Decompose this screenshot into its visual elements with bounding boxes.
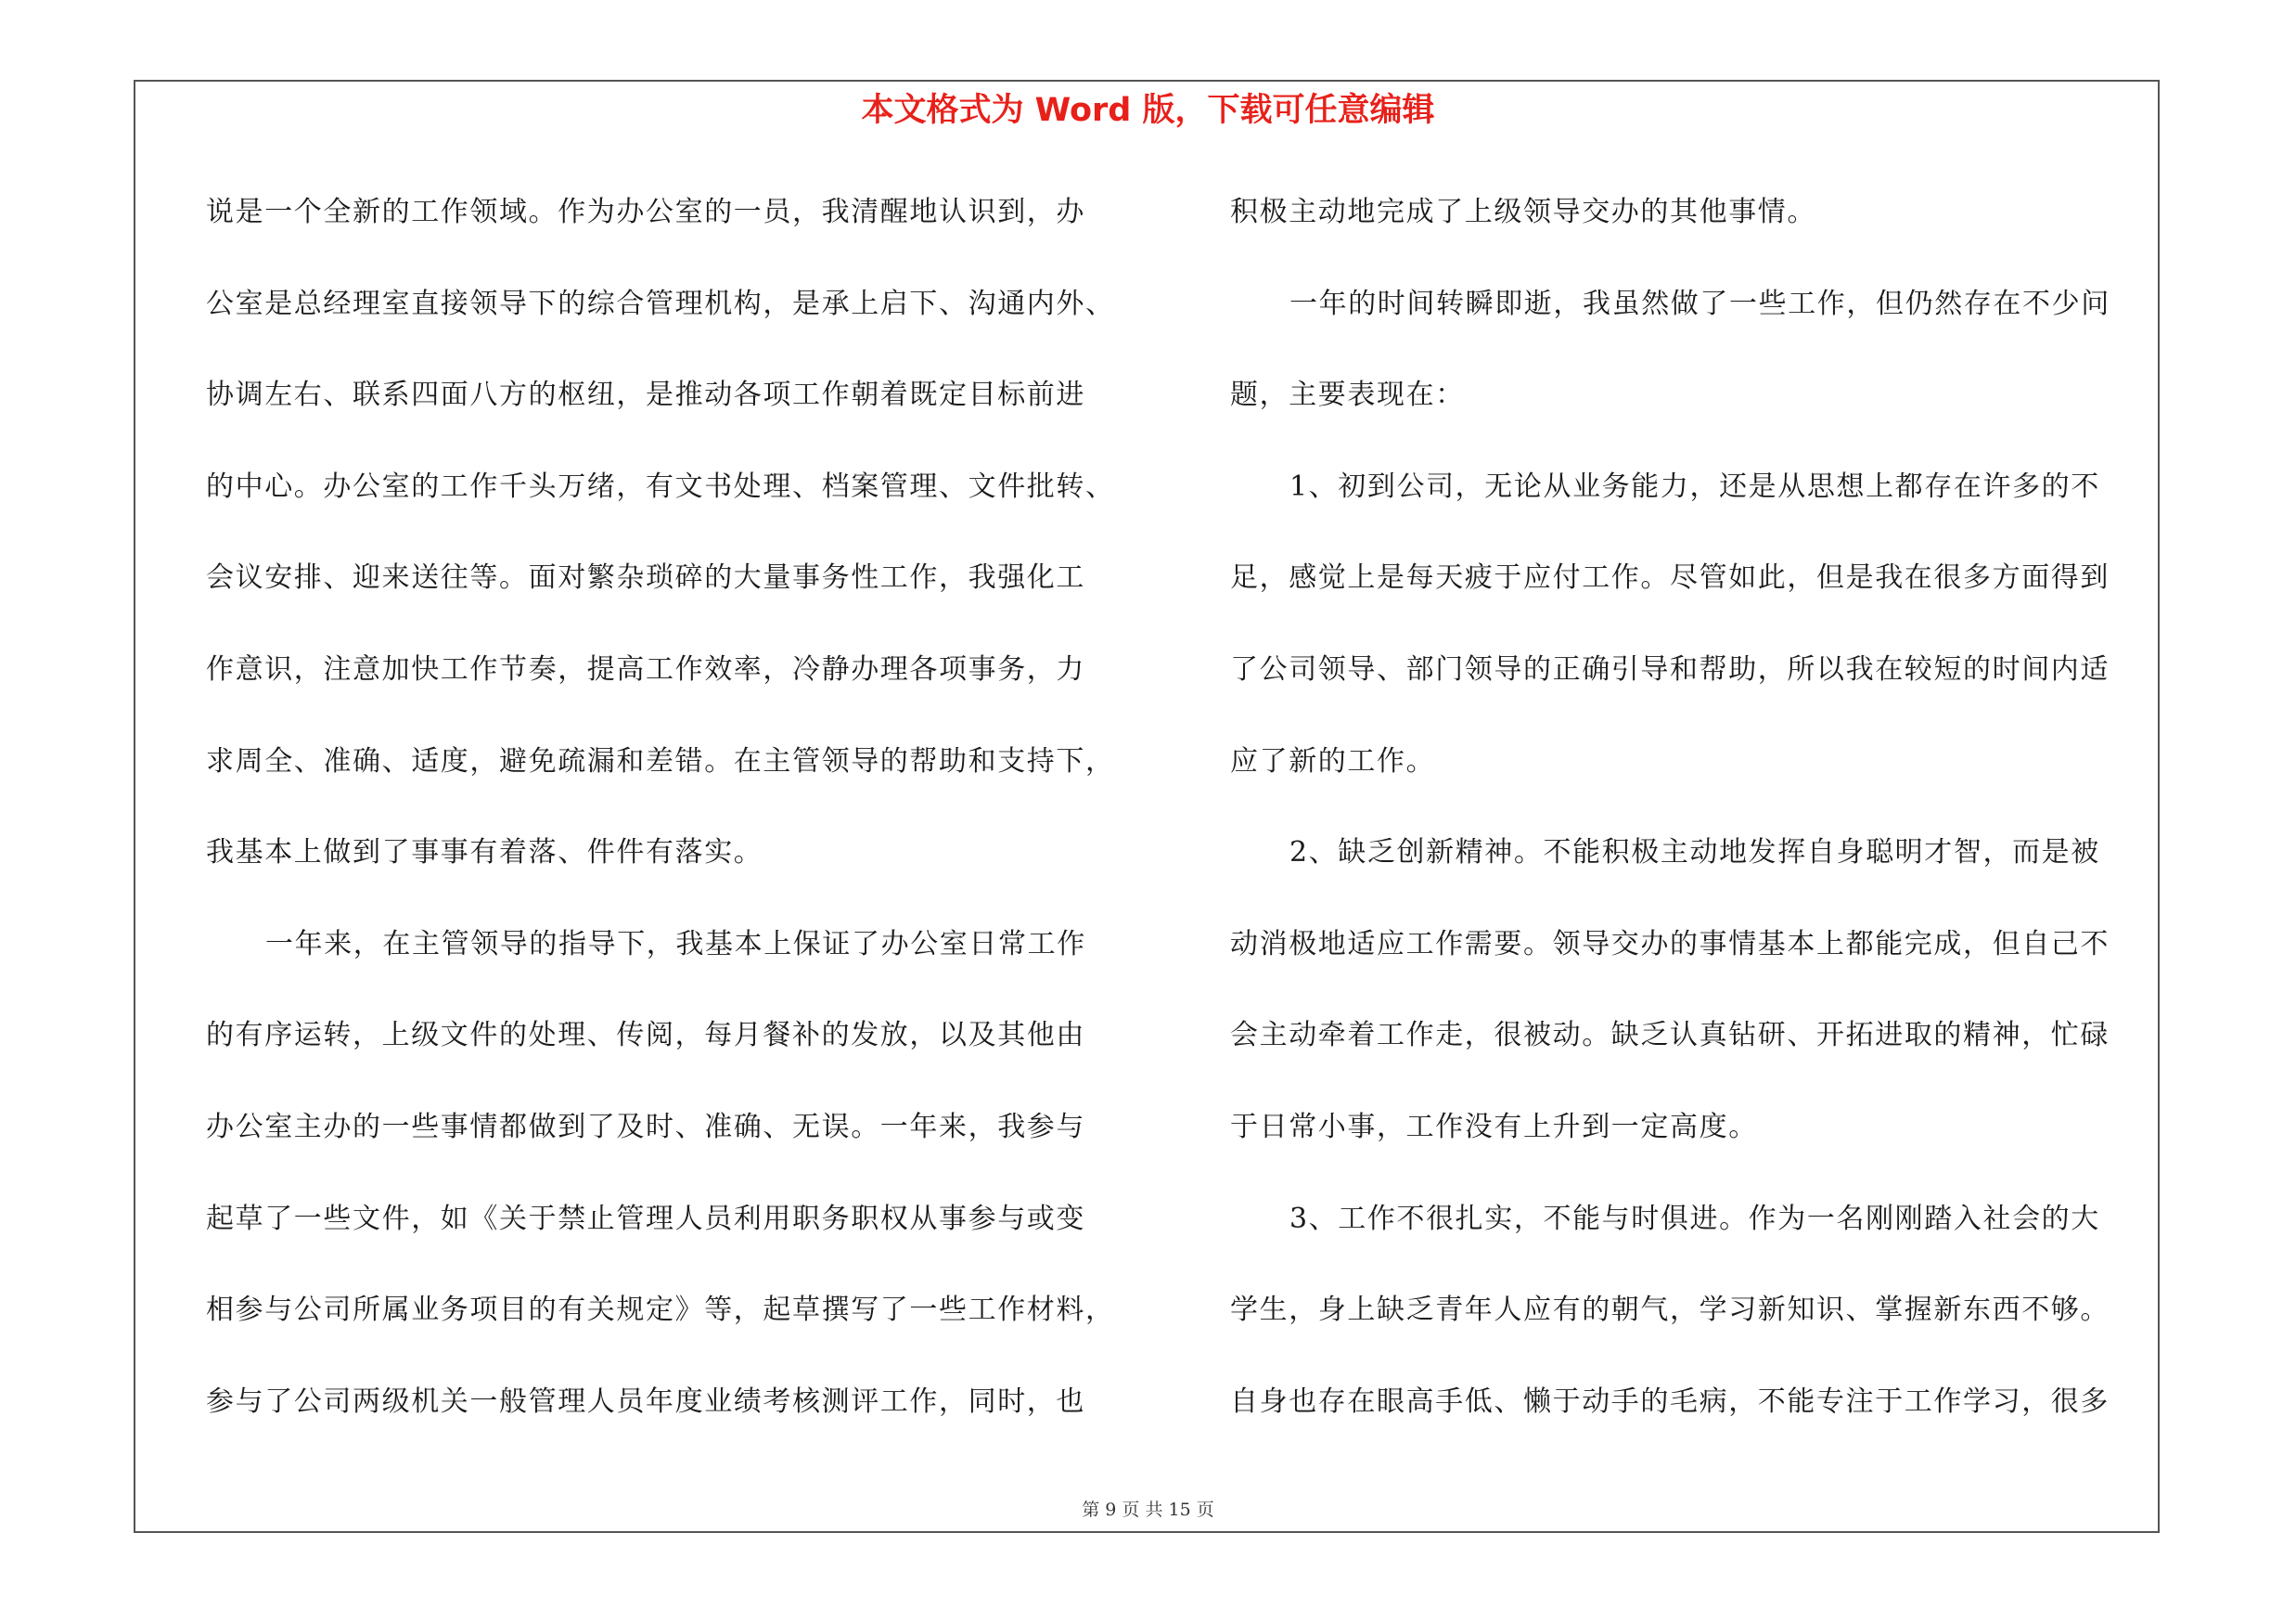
text-line: 参与了公司两级机关一般管理人员年度业绩考核测评工作，同时，也	[206, 1385, 1085, 1418]
text-line: 协调左右、联系四面八方的枢纽，是推动各项工作朝着既定目标前进	[206, 379, 1085, 412]
text-line: 于日常小事，工作没有上升到一定高度。	[1230, 1110, 1758, 1143]
text-line: 应了新的工作。	[1230, 744, 1436, 778]
text-line: 会议安排、迎来送往等。面对繁杂琐碎的大量事务性工作，我强化工	[206, 561, 1085, 595]
text-line: 说是一个全新的工作领域。作为办公室的一员，我清醒地认识到，办	[206, 196, 1085, 228]
text-line: 自身也存在眼高手低、懒于动手的毛病，不能专注于工作学习，很多	[1230, 1385, 2110, 1418]
page-number-footer: 第 9 页 共 15 页	[1082, 1500, 1214, 1520]
text-line: 了公司领导、部门领导的正确引导和帮助，所以我在较短的时间内适	[1230, 652, 2110, 686]
text-line: 动消极地适应工作需要。领导交办的事情基本上都能完成，但自己不	[1230, 927, 2110, 960]
text-line: 的中心。办公室的工作千头万绪，有文书处理、档案管理、文件批转、	[206, 470, 1115, 503]
text-line: 1、初到公司，无论从业务能力，还是从思想上都存在许多的不	[1289, 470, 2100, 503]
left-text-column	[206, 184, 1124, 1464]
text-line: 2、缺乏创新精神。不能积极主动地发挥自身聪明才智，而是被	[1289, 836, 2100, 869]
text-line: 起草了一些文件，如《关于禁止管理人员利用职务职权从事参与或变	[206, 1202, 1085, 1235]
text-line: 一年来，在主管领导的指导下，我基本上保证了办公室日常工作	[265, 927, 1086, 960]
format-banner: 本文格式为 Word 版，下载可任意编辑	[861, 92, 1435, 129]
text-line: 的有序运转，上级文件的处理、传阅，每月餐补的发放，以及其他由	[206, 1019, 1085, 1052]
text-line: 积极主动地完成了上级领导交办的其他事情。	[1230, 196, 1816, 228]
text-line: 一年的时间转瞬即逝，我虽然做了一些工作，但仍然存在不少问	[1289, 287, 2110, 320]
text-line: 相参与公司所属业务项目的有关规定》等，起草撰写了一些工作材料，	[206, 1294, 1115, 1327]
text-line: 会主动牵着工作走，很被动。缺乏认真钻研、开拓进取的精神，忙碌	[1230, 1019, 2110, 1052]
text-line: 题，主要表现在：	[1230, 379, 1465, 412]
text-line: 办公室主办的一些事情都做到了及时、准确、无误。一年来，我参与	[206, 1110, 1085, 1143]
text-line: 我基本上做到了事事有着落、件件有落实。	[206, 836, 763, 869]
text-line: 求周全、准确、适度，避免疏漏和差错。在主管领导的帮助和支持下，	[206, 744, 1115, 778]
right-text-column	[1230, 184, 2148, 1464]
text-line: 学生，身上缺乏青年人应有的朝气，学习新知识、掌握新东西不够。	[1230, 1294, 2110, 1327]
text-line: 作意识，注意加快工作节奏，提高工作效率，冷静办理各项事务，力	[206, 652, 1085, 686]
text-line: 3、工作不很扎实，不能与时俱进。作为一名刚刚踏入社会的大	[1289, 1202, 2100, 1235]
text-line: 公室是总经理室直接领导下的综合管理机构，是承上启下、沟通内外、	[206, 287, 1115, 320]
text-line: 足，感觉上是每天疲于应付工作。尽管如此，但是我在很多方面得到	[1230, 561, 2110, 595]
